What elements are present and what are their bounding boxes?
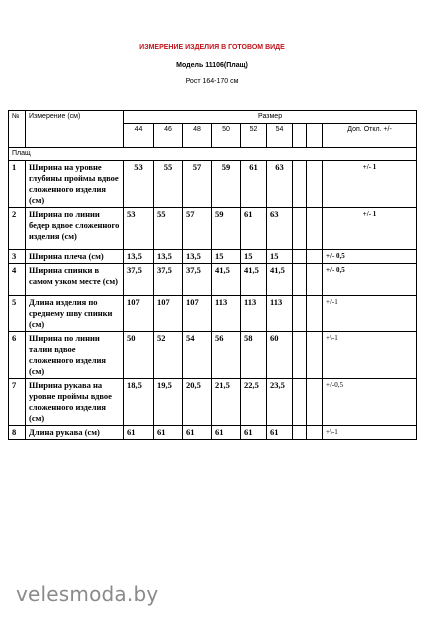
row-value: 37,5 (124, 264, 154, 296)
row-value: 22,5 (241, 379, 267, 426)
row-value: 50 (124, 332, 154, 379)
row-number: 4 (9, 264, 26, 296)
row-value: 37,5 (183, 264, 212, 296)
row-value: 15 (241, 250, 267, 264)
row-value: 23,5 (267, 379, 293, 426)
row-number: 2 (9, 208, 26, 250)
row-value: 54 (183, 332, 212, 379)
row-value: 61 (241, 426, 267, 440)
table-row (9, 296, 417, 332)
row-value: 20,5 (183, 379, 212, 426)
row-value: 13,5 (154, 250, 183, 264)
row-value: 15 (212, 250, 241, 264)
row-tolerance: +/-0,5 (323, 379, 417, 426)
row-tolerance: +/- 1 (323, 208, 417, 250)
empty-cell (293, 332, 307, 379)
row-number: 1 (9, 161, 26, 208)
row-value: 41,5 (212, 264, 241, 296)
empty-cell (293, 296, 307, 332)
row-value: 63 (267, 208, 293, 250)
empty-cell (307, 379, 323, 426)
row-measurement-name: Длина изделия по среднему шву спинки (см) (26, 296, 124, 332)
row-value: 57 (183, 161, 212, 208)
row-number: 5 (9, 296, 26, 332)
row-measurement-name: Длина рукава (см) (26, 426, 124, 440)
header-size: 44 (124, 124, 154, 148)
row-value: 61 (267, 426, 293, 440)
row-number: 7 (9, 379, 26, 426)
row-value: 60 (267, 332, 293, 379)
header-measurement: Измерение (см) (26, 111, 124, 148)
row-value: 107 (124, 296, 154, 332)
row-value: 53 (124, 208, 154, 250)
empty-cell (293, 379, 307, 426)
row-value: 61 (183, 426, 212, 440)
header-size: 50 (212, 124, 241, 148)
row-value: 61 (241, 161, 267, 208)
table-row (9, 250, 417, 264)
row-measurement-name: Ширина по линии бедер вдвое сложенного изделия (см) (26, 208, 124, 250)
row-tolerance: +/- 0,5 (323, 250, 417, 264)
header-size: 46 (154, 124, 183, 148)
row-value: 13,5 (183, 250, 212, 264)
row-value: 56 (212, 332, 241, 379)
row-value: 61 (212, 426, 241, 440)
row-value: 55 (154, 208, 183, 250)
row-value: 41,5 (267, 264, 293, 296)
measurement-table (8, 110, 417, 440)
header-number: № (9, 111, 26, 148)
row-value: 59 (212, 208, 241, 250)
table-row (9, 264, 417, 296)
table-row (9, 426, 417, 440)
row-value: 18,5 (124, 379, 154, 426)
row-value: 13,5 (124, 250, 154, 264)
row-value: 15 (267, 250, 293, 264)
row-measurement-name: Ширина на уровне глубины проймы вдвое сложенного изделия (см) (26, 161, 124, 208)
table-row (9, 332, 417, 379)
row-value: 59 (212, 161, 241, 208)
header-tolerance: Доп. Откл. +/- (323, 124, 417, 148)
empty-cell (293, 264, 307, 296)
row-measurement-name: Ширина спинки в самом узком месте (см) (26, 264, 124, 296)
row-value: 19,5 (154, 379, 183, 426)
row-value: 55 (154, 161, 183, 208)
table-row (9, 379, 417, 426)
table-row (9, 208, 417, 250)
row-measurement-name: Ширина плеча (см) (26, 250, 124, 264)
header-size: 52 (241, 124, 267, 148)
header-size: 48 (183, 124, 212, 148)
section-label: Плащ (9, 148, 417, 161)
row-tolerance: +\-1 (323, 426, 417, 440)
empty-cell (307, 332, 323, 379)
row-value: 53 (124, 161, 154, 208)
empty-cell (307, 296, 323, 332)
row-value: 107 (183, 296, 212, 332)
empty-cell (307, 208, 323, 250)
table-row (9, 161, 417, 208)
row-measurement-name: Ширина рукава на уровне проймы вдвое сложенного изделия (см) (26, 379, 124, 426)
row-tolerance: +/- 0,5 (323, 264, 417, 296)
row-number: 8 (9, 426, 26, 440)
empty-cell (307, 161, 323, 208)
row-value: 113 (267, 296, 293, 332)
row-value: 61 (124, 426, 154, 440)
empty-cell (307, 250, 323, 264)
document-title: ИЗМЕРЕНИЕ ИЗДЕЛИЯ В ГОТОВОМ ВИДЕ (139, 44, 285, 51)
empty-cell (293, 161, 307, 208)
empty-cell (293, 426, 307, 440)
row-value: 63 (267, 161, 293, 208)
empty-cell (307, 264, 323, 296)
height-range: Рост 164-170 см (185, 78, 239, 85)
row-value: 41,5 (241, 264, 267, 296)
row-value: 57 (183, 208, 212, 250)
site-watermark: velesmoda.by (16, 582, 159, 606)
row-tolerance: +/- 1 (323, 161, 417, 208)
row-number: 6 (9, 332, 26, 379)
row-value: 113 (212, 296, 241, 332)
empty-cell (293, 124, 307, 148)
row-value: 21,5 (212, 379, 241, 426)
row-value: 113 (241, 296, 267, 332)
row-tolerance: +\-1 (323, 332, 417, 379)
model-name: Модель 11106(Плащ) (176, 62, 248, 69)
empty-cell (293, 250, 307, 264)
row-measurement-name: Ширина по линии талии вдвое сложенного изделия (см) (26, 332, 124, 379)
row-value: 58 (241, 332, 267, 379)
row-value: 37,5 (154, 264, 183, 296)
row-tolerance: +/-1 (323, 296, 417, 332)
header-size-group: Размер (124, 111, 417, 124)
row-value: 61 (241, 208, 267, 250)
empty-cell (307, 426, 323, 440)
row-value: 107 (154, 296, 183, 332)
empty-cell (293, 208, 307, 250)
header-size: 54 (267, 124, 293, 148)
row-value: 52 (154, 332, 183, 379)
row-number: 3 (9, 250, 26, 264)
row-value: 61 (154, 426, 183, 440)
empty-cell (307, 124, 323, 148)
